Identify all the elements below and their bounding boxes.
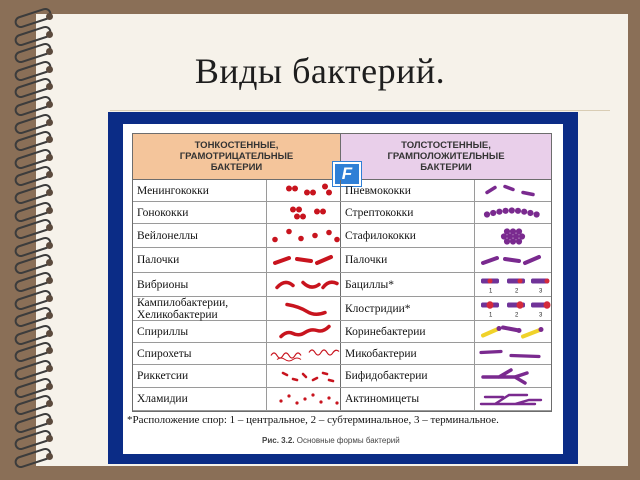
coil-hole: [46, 277, 53, 284]
header-gram-positive: [341, 134, 551, 180]
coil-hole: [46, 435, 53, 442]
name-line: Стрептококки: [345, 206, 414, 219]
gram-negative-name: [133, 365, 267, 387]
spiral-coil: [12, 168, 56, 182]
coil-hole: [46, 101, 53, 108]
rods-icon: [475, 248, 551, 272]
name-line: Риккетсии: [137, 370, 189, 382]
spiral-coil: [12, 151, 56, 165]
branched-rods-icon: [475, 365, 551, 387]
spiral-coil: [12, 309, 56, 323]
coil-hole: [46, 295, 53, 302]
spore-position-label: 1: [489, 288, 493, 295]
coil-hole: [46, 171, 53, 178]
gram-positive-name: [341, 248, 475, 272]
title-divider: [110, 110, 610, 111]
header-right-line-3: БАКТЕРИИ: [420, 162, 472, 173]
coil-hole: [46, 119, 53, 126]
name-line: Микобактерии: [345, 347, 417, 360]
header-right-line-2: ГРАМПОЛОЖИТЕЛЬНЫЕ: [387, 151, 505, 162]
spiral-coil: [12, 362, 56, 376]
small-rods-icon: [267, 365, 341, 387]
coil-hole: [46, 154, 53, 161]
caption-number: Рис. 3.2.: [262, 436, 295, 445]
name-line: Хеликобактерии: [137, 308, 218, 321]
coil-hole: [46, 136, 53, 143]
spiral-coil: [12, 432, 56, 446]
table-row: [133, 202, 551, 224]
name-line: Бациллы*: [345, 278, 394, 291]
coil-hole: [46, 400, 53, 407]
table-row: [133, 273, 551, 297]
coil-hole: [46, 189, 53, 196]
name-line: Бифидобактерии: [345, 370, 428, 382]
name-line: Палочки: [345, 254, 388, 266]
spiral-coil: [12, 239, 56, 253]
gram-negative-name: [133, 224, 267, 247]
gram-positive-name: [341, 273, 475, 296]
spiral-coil: [12, 116, 56, 130]
coil-hole: [46, 330, 53, 337]
spiral-icon: [267, 321, 341, 342]
club-rods-icon: [475, 321, 551, 342]
gram-positive-name: [341, 224, 475, 247]
name-line: Гонококки: [137, 206, 189, 219]
table-row: [133, 180, 551, 202]
spore-footnote: *Расположение спор: 1 – центральное, 2 – субтерминальное, 3 – терминальное.: [127, 414, 499, 426]
gram-positive-name: [341, 343, 475, 364]
gram-negative-name: [133, 273, 267, 296]
spore-position-label: 2: [515, 288, 519, 295]
name-line: Менингококки: [137, 184, 209, 197]
coil-hole: [46, 312, 53, 319]
gram-positive-name: [341, 297, 475, 320]
spiral-coil: [12, 256, 56, 270]
table-row: [133, 343, 551, 365]
cocci-scattered-icon: [267, 224, 341, 247]
chain-cocci-icon: [475, 202, 551, 223]
coil-hole: [46, 242, 53, 249]
spore-position-label: 1: [489, 312, 493, 319]
coil-hole: [46, 383, 53, 390]
name-line: Палочки: [137, 254, 180, 266]
gram-positive-name: [341, 180, 475, 201]
bacteria-table: [132, 133, 552, 412]
coil-hole: [46, 418, 53, 425]
spiral-coil: [12, 221, 56, 235]
table-row: [133, 365, 551, 388]
spiral-coil: [12, 133, 56, 147]
spiral-coil: [12, 98, 56, 112]
coil-hole: [46, 365, 53, 372]
s-shaped-icon: [267, 297, 341, 320]
coil-hole: [46, 347, 53, 354]
table-row: [133, 321, 551, 343]
caption-text: Основные формы бактерий: [294, 436, 400, 445]
spore-position-label: 2: [515, 312, 519, 319]
table-row: [133, 388, 551, 411]
name-line: Вибрионы: [137, 278, 189, 291]
coil-hole: [46, 224, 53, 231]
spiral-coil: [12, 327, 56, 341]
spore-position-label: 3: [539, 312, 543, 319]
name-line: Вейлонеллы: [137, 229, 198, 242]
clostridia-icon: [475, 297, 551, 320]
gram-positive-name: [341, 365, 475, 387]
spiral-coil: [12, 186, 56, 200]
diplococci-pairs-icon: [267, 202, 341, 223]
spiral-coil: [12, 204, 56, 218]
dots-icon: [267, 388, 341, 410]
thin-rods-icon: [475, 343, 551, 364]
header-right-line-1: ТОЛСТОСТЕННЫЕ,: [401, 140, 491, 151]
coil-hole: [46, 13, 53, 20]
header-gram-negative: [133, 134, 341, 180]
rods-icon: [267, 248, 341, 272]
gram-negative-name: [133, 297, 267, 320]
cluster-cocci-icon: [475, 224, 551, 247]
name-line: Хламидии: [137, 393, 188, 405]
header-left-line-1: ТОНКОСТЕННЫЕ,: [194, 140, 279, 151]
spiral-coil: [12, 380, 56, 394]
name-line: Спириллы: [137, 325, 189, 338]
spiral-coil: [12, 344, 56, 358]
name-line: Коринебактерии: [345, 325, 426, 338]
f-logo-icon: F: [333, 162, 361, 186]
name-line: Клостридии*: [345, 302, 411, 315]
name-line: Актиномицеты: [345, 393, 420, 405]
gram-negative-name: [133, 202, 267, 223]
gram-negative-name: [133, 321, 267, 342]
slide-title: Виды бактерий.: [194, 51, 446, 91]
gram-positive-name: [341, 321, 475, 342]
header-left-line-2: ГРАМОТРИЦАТЕЛЬНЫЕ: [179, 151, 294, 162]
spore-rods-icon: [475, 273, 551, 296]
diplococci-icon: [267, 180, 341, 201]
spiral-coil: [12, 397, 56, 411]
lancet-diplococci-icon: [475, 180, 551, 201]
spiral-coil: [12, 274, 56, 288]
curved-rods-icon: [267, 273, 341, 296]
spiral-coil: [12, 28, 56, 42]
table-row: [133, 297, 551, 321]
gram-negative-name: [133, 180, 267, 201]
name-line: Стафилококки: [345, 229, 416, 242]
gram-positive-name: [341, 202, 475, 223]
gram-negative-name: [133, 248, 267, 272]
name-line: Кампилобактерии,: [137, 296, 229, 309]
figure-caption: [262, 436, 400, 445]
coil-hole: [46, 207, 53, 214]
table-row: [133, 224, 551, 248]
spiral-coil: [12, 450, 56, 464]
spiral-coil: [12, 10, 56, 24]
gram-negative-name: [133, 343, 267, 364]
spiral-coil: [12, 292, 56, 306]
coil-hole: [46, 453, 53, 460]
gram-positive-name: [341, 388, 475, 410]
table-row: [133, 248, 551, 273]
coil-hole: [46, 31, 53, 38]
filament-branch-icon: [475, 388, 551, 410]
name-line: Спирохеты: [137, 347, 192, 360]
spiral-coil: [12, 415, 56, 429]
name-line: Пневмококки: [345, 184, 411, 197]
gram-negative-name: [133, 388, 267, 410]
spore-position-label: 3: [539, 288, 543, 295]
header-left-line-3: БАКТЕРИИ: [210, 162, 263, 173]
coil-hole: [46, 259, 53, 266]
spirochete-icon: [267, 343, 341, 364]
